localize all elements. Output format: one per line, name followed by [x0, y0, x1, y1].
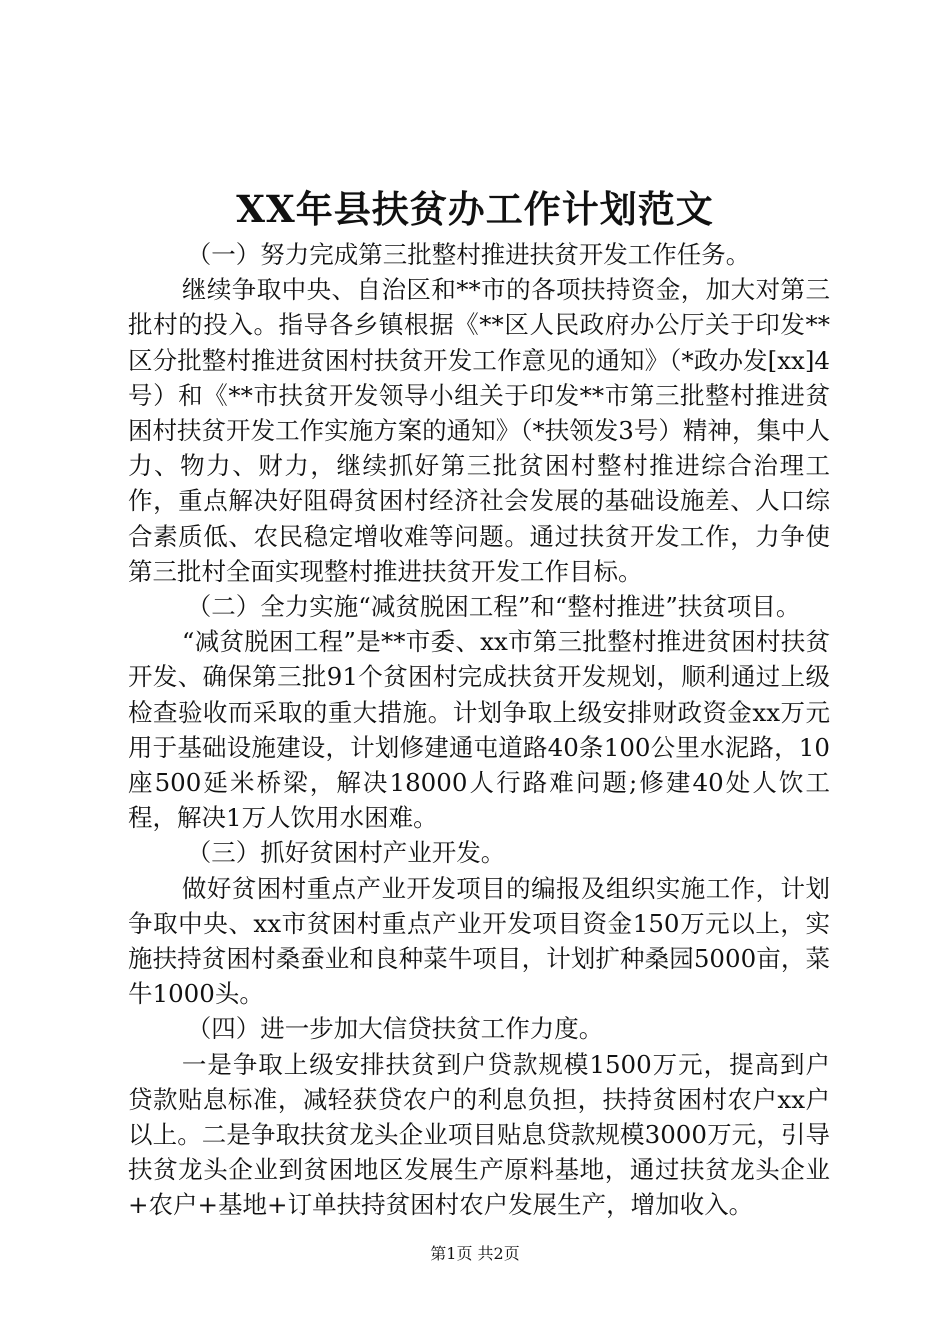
section-heading-1: （一）努力完成第三批整村推进扶贫开发工作任务。 — [186, 240, 751, 269]
section-paragraph-4: 一是争取上级安排扶贫到户贷款规模1500万元，提高到户贷款贴息标准，减轻获贷农户的利息负担，扶持贫困村农户xx户以上。二是争取扶贫龙头企业项目贴息贷款规模3000万元，引导扶贫龙头企业到贫困地区发展生产原料基地，通过扶贫龙头企业+农户+基地+订单扶持贫困村农户发展生产，增加收入。 — [128, 1049, 830, 1220]
section-heading-2: （二）全力实施“减贫脱困工程”和“整村推进”扶贫项目。 — [186, 592, 801, 622]
section-paragraph-1: 继续争取中央、自治区和**市的各项扶持资金，加大对第三批村的投入。指导各乡镇根据《**区人民政府办公厅关于印发**区分批整村推进贫困村扶贫开发工作意见的通知》（*政办发[xx]4号）和《**市扶贫开发领导小组关于印发**市第三批整村推进贫困村扶贫开发工作实施方案的通知》（*扶领发3号）精神，集中人力、物力、财力，继续抓好第三批贫困村整村推进综合治理工作，重点解决好阻碍贫困村经济社会发展的基础设施差、人口综合素质低、农民稳定增收难等问题。通过扶贫开发工作，力争使第三批村全面实现整村推进扶贫开发工作目标。 — [128, 275, 830, 586]
section-paragraph-3: 做好贫困村重点产业开发项目的编报及组织实施工作，计划争取中央、xx市贫困村重点产业开发项目资金150万元以上，实施扶持贫困村桑蚕业和良种菜牛项目，计划扩种桑园5000亩，菜牛1000头。 — [128, 873, 830, 1009]
page-number: 第1页 共2页 — [430, 1244, 520, 1263]
document-body — [128, 237, 830, 1223]
page-title: XX年县扶贫办工作计划范文 — [236, 187, 714, 231]
section-heading-4: （四）进一步加大信贷扶贫工作力度。 — [186, 1014, 604, 1044]
section-heading-3: （三）抓好贫困村产业开发。 — [186, 838, 506, 868]
section-paragraph-2: “减贫脱困工程”是**市委、xx市第三批整村推进贫困村扶贫开发、确保第三批91个贫困村完成扶贫开发规划，顺利通过上级检查验收而采取的重大措施。计划争取上级安排财政资金xx万元用于基础设施建设，计划修建通屯道路40条100公里水泥路，10座500延米桥梁，解决18000人行路难问题;修建40处人饮工程，解决1万人饮用水困难。 — [128, 627, 830, 833]
